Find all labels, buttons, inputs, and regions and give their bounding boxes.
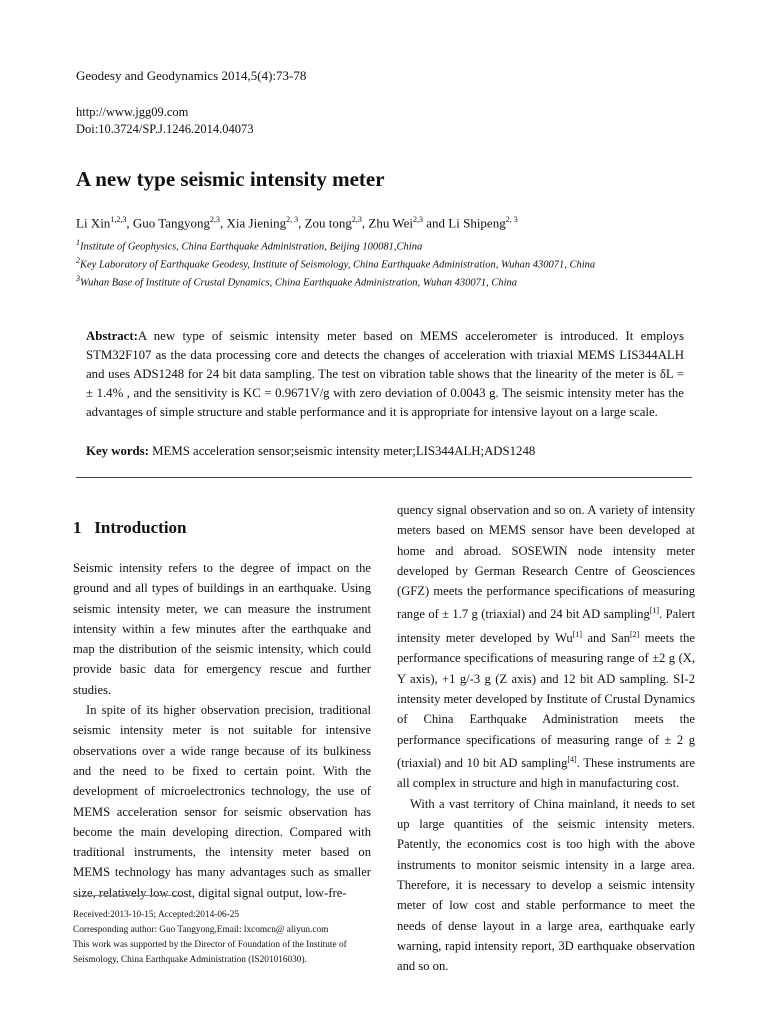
keywords-text: MEMS acceleration sensor;seismic intensity meter;LIS344ALH;ADS1248 [152,444,536,458]
affiliation-number: 1 [76,238,80,247]
footnote-support: This work was supported by the Director of Foundation of the Institute of Seismology, China Earthquake Administration (IS201016030). [73,940,347,965]
affiliation-1 [76,238,422,253]
author-affiliation-mark: 2, 3 [286,215,299,224]
section-number: 1 [73,518,82,537]
author-name: Zou tong [304,215,352,231]
abstract-text: A new type of seismic intensity meter based on MEMS accelerometer is introduced. It employs STM32F107 as the data processing core and detects the changes of acceleration with triaxial MEMS LIS344ALH and uses ADS1248 for 24 bit data sampling. The test on vibration table shows that the linearity of the meter is δL = ± 1.4% , and the sensitivity is KC = 0.9671V/g with zero deviation of 0.0043 g. The seismic intensity meter has the advantages of simple structure and stable performance and it is appropriate for intensive layout on a large scale. [86,329,684,419]
affiliation-text: Key Laboratory of Earthquake Geodesy, Institute of Seismology, China Earthquake Administration, Wuhan 430071, China [80,259,596,271]
text-run: meets the performance specifications of measuring range of ±2 g (X, Y axis), +1 g/-3 g (Z axis) and 12 bit AD sampling. SI-2 intensity meter developed by Institute of Crustal Dynamics of China Earthquake Administration meets the performance specifications of measuring range of ± 2 g (triaxial) and 10 bit AD sampling [397,631,696,771]
citation-ref[interactable]: [2] [630,629,640,639]
author-and: and [423,215,449,231]
paper-title: A new type seismic intensity meter [76,167,385,191]
author-affiliation-mark: 2,3 [413,215,423,224]
author-separator: , [220,215,227,231]
footnote-divider [76,895,184,896]
paragraph: In spite of its higher observation precision, traditional seismic intensity meter is not suitable for intensive observations over a wide range because of its bulkiness and the need to be fixed to certain point. With the development of microelectronics technology, the use of MEMS acceleration sensor for seismic observation has become the main developing direction. Compared with traditional instruments, the intensity meter based on MEMS technology has many advantages such as smaller size, relatively low cost, digital signal output, low-fre- [73,703,371,900]
affiliation-3 [76,274,517,289]
paragraph [397,500,695,794]
author-affiliation-mark: 1,2,3 [110,215,127,224]
text-run: and San [582,631,630,646]
author-name: Xia Jiening [226,215,287,231]
section-title: Introduction [94,518,187,537]
author-affiliation-mark: 2, 3 [505,215,518,224]
section-divider [76,477,692,478]
footnote-corresponding: Corresponding author: Guo Tangyong,Email: lxcomcn@ aliyun.com [73,925,329,935]
abstract-label: Abstract: [86,329,138,343]
paragraph: With a vast territory of China mainland, it needs to set up large quantities of the seismic intensity meters. Patently, the economics cost is too high with the above instruments to monitor seismic intensity in a large area. Therefore, it is necessary to develop a seismic intensity meter of low cost and stable performance to meet the needs of dense layout in a large area, earthquake early warning, rapid intensity report, 3D earthquake observation and so on. [397,796,695,974]
text-run: . Palert intensity meter developed by Wu [397,607,695,646]
text-run: quency signal observation and so on. A variety of intensity meters based on MEMS sensor have been developed at home and abroad. SOSEWIN node intensity meter developed by German Research Centre of Geosciences (GFZ) meets the performance specifications of measuring range of ± 1.7 g (triaxial) and 24 bit AD sampling [397,503,695,622]
author-separator: , [126,215,133,231]
author-affiliation-mark: 2,3 [210,215,221,224]
doi[interactable]: Doi:10.3724/SP.J.1246.2014.04073 [76,122,254,136]
affiliation-number: 2 [76,256,80,265]
citation-ref[interactable]: [1] [649,606,660,616]
keywords-label: Key words: [86,444,149,458]
affiliation-2 [76,256,595,271]
text-run: . These instruments are all complex in structure and high in manufacturing cost. [397,756,695,791]
author-separator: , [361,215,369,231]
right-column [397,500,695,976]
citation-ref[interactable]: [4] [567,754,577,764]
author-separator: , [298,215,305,231]
author-name: Li Shipeng [448,215,506,231]
author-name: Zhu Wei [368,215,413,231]
section-heading [73,518,187,538]
journal-url[interactable]: http://www.jgg09.com [76,105,189,119]
left-column [73,558,371,903]
author-affiliation-mark: 2,3 [351,215,362,224]
author-name: Guo Tangyong [132,215,211,231]
citation-ref[interactable]: [1] [572,629,582,639]
author-name: Li Xin [76,215,111,231]
affiliation-text: Wuhan Base of Institute of Crustal Dynamics, China Earthquake Administration, Wuhan 430071, China [80,277,518,289]
affiliation-text: Institute of Geophysics, China Earthquake Administration, Beijing 100081,China [80,241,423,253]
author-list [76,215,518,231]
paragraph: Seismic intensity refers to the degree of impact on the ground and all types of buildings in an earthquake. Using seismic intensity meter, we can measure the instrument intensity within a few minutes after the earthquake and map the distribution of the seismic intensity, which could provide basic data for emergency rescue and further studies. [73,561,371,697]
footnote-received: Received:2013-10-15; Accepted:2014-06-25 [73,910,240,920]
abstract [86,327,684,422]
keywords [86,444,684,459]
affiliation-number: 3 [76,274,80,283]
journal-citation: Geodesy and Geodynamics 2014,5(4):73-78 [76,68,307,83]
